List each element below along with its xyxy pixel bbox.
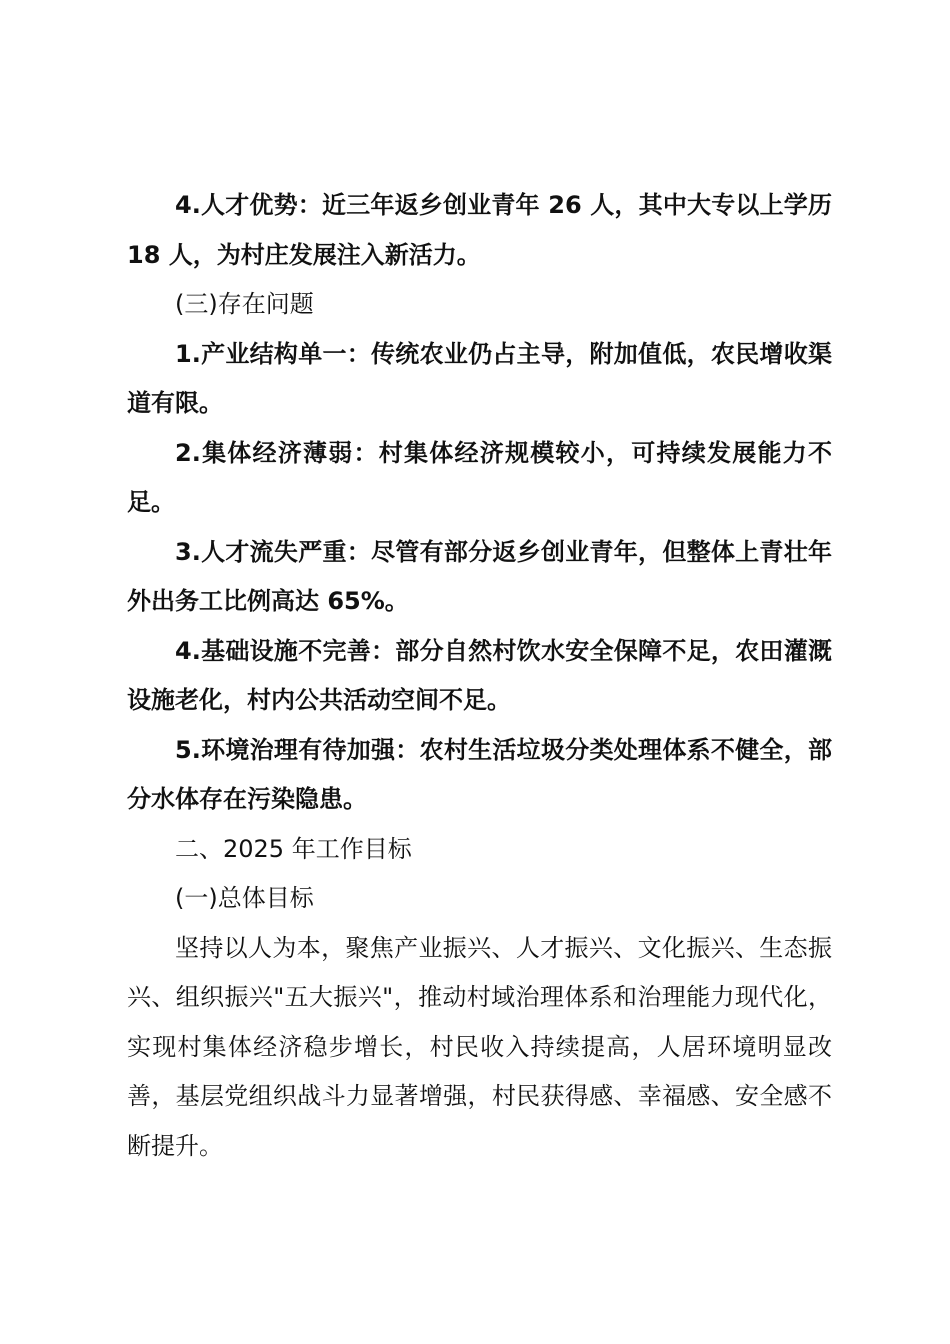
document-page: [127, 181, 832, 1171]
heading-2025-goals: 二、2025 年工作目标: [175, 834, 412, 863]
paragraph-talent-advantage: 4.人才优势：近三年返乡创业青年 26 人，其中大专以上学历 18 人，为村庄发展注入新活力。: [127, 191, 832, 269]
paragraph-overall-goal: 坚持以人为本，聚焦产业振兴、人才振兴、文化振兴、生态振兴、组织振兴"五大振兴"，推动村域治理体系和治理能力现代化，实现村集体经济稳步增长，村民收入持续提高，人居环境明显改善，基层党组织战斗力显著增强，村民获得感、幸福感、安全感不断提升。: [127, 933, 832, 1160]
paragraph-problem-4: 4.基础设施不完善：部分自然村饮水安全保障不足，农田灌溉设施老化，村内公共活动空间不足。: [127, 636, 832, 714]
paragraph-problem-2: 2.集体经济薄弱：村集体经济规模较小，可持续发展能力不足。: [127, 438, 832, 516]
paragraph-problem-5: 5.环境治理有待加强：农村生活垃圾分类处理体系不健全，部分水体存在污染隐患。: [127, 735, 832, 813]
paragraph-problem-1: 1.产业结构单一：传统农业仍占主导，附加值低，农民增收渠道有限。: [127, 339, 832, 417]
heading-overall-goal: (一)总体目标: [175, 884, 314, 912]
heading-existing-problems: (三)存在问题: [175, 290, 314, 318]
paragraph-problem-3: 3.人才流失严重：尽管有部分返乡创业青年，但整体上青壮年外出务工比例高达 65%。: [127, 537, 832, 615]
